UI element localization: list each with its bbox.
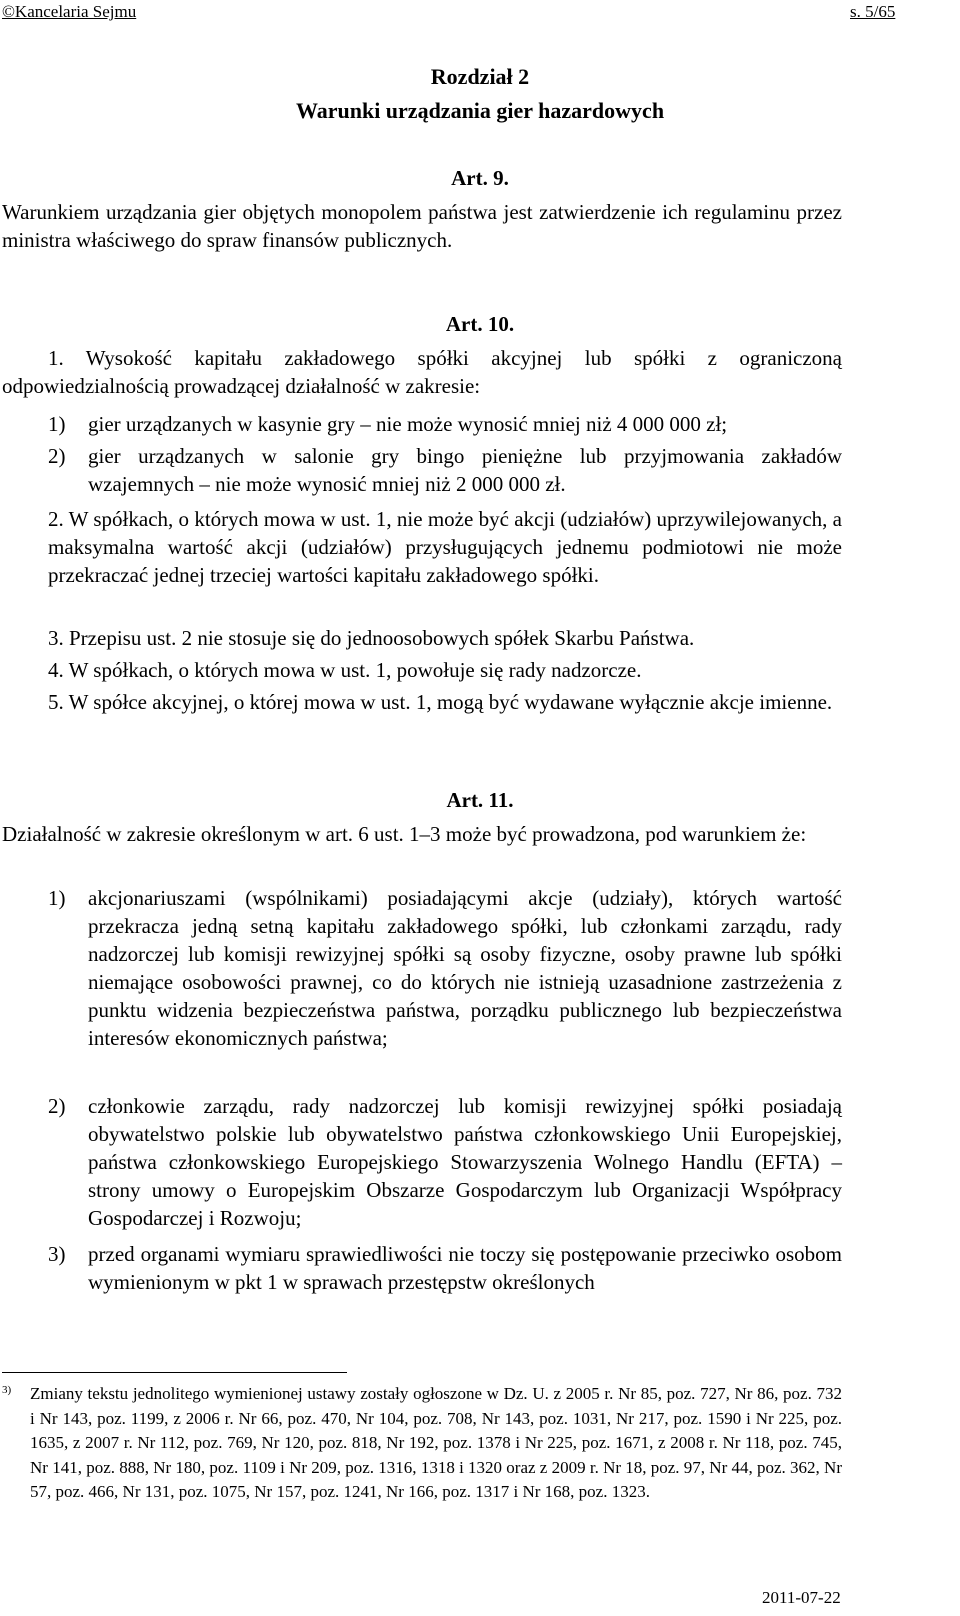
footnote bbox=[2, 1382, 842, 1505]
art11-item-1 bbox=[48, 884, 842, 1052]
page-number-link[interactable]: s. 5/65 bbox=[850, 2, 896, 21]
item-number: 3) bbox=[48, 1242, 66, 1266]
item-number: 2) bbox=[48, 444, 66, 468]
page-number[interactable] bbox=[850, 2, 895, 22]
art10-item-1 bbox=[48, 410, 842, 438]
art10-paragraph-3 bbox=[48, 624, 842, 652]
item-text: akcjonariuszami (wspólnikami) posiadającymi akcje (udziały), których wartość przekracza jedną setną kapitału zakładowego spółki, lub członkami zarządu, rady nadzorczej lub komisji rewizyjnej spółki są osoby fizyczne, osoby prawne lub spółki niemające osobowości prawnej, co do których nie istnieją uzasadnione zastrzeżenia z punktu widzenia bezpieczeństwa państwa, porządku publicznego lub bezpieczeństwa interesów ekonomicznych państwa; bbox=[88, 886, 842, 1050]
footnote-mark: 3) bbox=[2, 1384, 12, 1396]
chapter-title: Warunki urządzania gier hazardowych bbox=[295, 98, 665, 123]
copyright-link[interactable]: ©Kancelaria Sejmu bbox=[2, 2, 137, 21]
item-text: gier urządzanych w kasynie gry – nie może wynosić mniej niż 4 000 000 zł; bbox=[88, 412, 728, 436]
art11-item-2 bbox=[48, 1092, 842, 1232]
paragraph-text: 4. W spółkach, o których mowa w ust. 1, powołuje się rady nadzorcze. bbox=[48, 658, 642, 682]
paragraph-text: 2. W spółkach, o których mowa w ust. 1, nie może być akcji (udziałów) uprzywilejowanych, a maksymalna wartość akcji (udziałów) przysługujących jednemu podmiotowi nie może przekraczać jednej trzeciej wartości kapitału zakładowego spółki. bbox=[48, 507, 842, 587]
footnote-text: Zmiany tekstu jednolitego wymienionej ustawy zostały ogłoszone w Dz. U. z 2005 r. Nr 85, poz. 727, Nr 86, poz. 732 i Nr 143, poz. 1199, z 2006 r. Nr 66, poz. 470, Nr 104, poz. 708, Nr 143, poz. 1031, Nr 217, poz. 1590 i Nr 225, poz. 1635, z 2007 r. Nr 112, poz. 769, Nr 120, poz. 818, Nr 192, poz. 1378 i Nr 225, poz. 1671, z 2008 r. Nr 118, poz. 745, Nr 141, poz. 888, Nr 180, poz. 1109 i Nr 209, poz. 1316, 1318 i 1320 oraz z 2009 r. Nr 18, poz. 97, Nr 44, poz. 362, Nr 57, poz. 466, Nr 131, poz. 1075, Nr 157, poz. 1241, Nr 166, poz. 1317 i Nr 168, poz. 1323. bbox=[30, 1384, 842, 1501]
item-number: 1) bbox=[48, 412, 66, 436]
document-date: 2011-07-22 bbox=[762, 1588, 841, 1607]
art10-item-2 bbox=[48, 442, 842, 498]
item-text: przed organami wymiaru sprawiedliwości nie toczy się postępowanie przeciwko osobom wymienionym w pkt 1 w sprawach przestępstw określonych bbox=[88, 1242, 842, 1294]
item-text: gier urządzanych w salonie gry bingo pieniężne lub przyjmowania zakładów wzajemnych – nie może wynosić mniej niż 2 000 000 zł. bbox=[88, 444, 842, 496]
art9-text: Warunkiem urządzania gier objętych monopolem państwa jest zatwierdzenie ich regulaminu przez ministra właściwego do spraw finansów publicznych. bbox=[2, 200, 842, 252]
art10-paragraph-4 bbox=[48, 656, 842, 684]
item-number: 1) bbox=[48, 886, 66, 910]
chapter-number: Rozdział 2 bbox=[430, 64, 530, 89]
art10-paragraph-5 bbox=[48, 688, 842, 716]
art10-paragraph-2 bbox=[48, 505, 842, 589]
art10-heading: Art. 10. bbox=[445, 312, 515, 336]
paragraph-text: 5. W spółce akcyjnej, o której mowa w ust. 1, mogą być wydawane wyłącznie akcje imienne. bbox=[48, 690, 833, 714]
art11-heading: Art. 11. bbox=[446, 788, 514, 812]
art10-paragraph-1: 1. Wysokość kapitału zakładowego spółki akcyjnej lub spółki z ograniczoną odpowiedzialnością prowadzącej działalność w zakresie: bbox=[2, 346, 842, 398]
footnote-separator bbox=[2, 1372, 347, 1373]
paragraph-text: 3. Przepisu ust. 2 nie stosuje się do jednoosobowych spółek Skarbu Państwa. bbox=[48, 626, 695, 650]
item-text: członkowie zarządu, rady nadzorczej lub komisji rewizyjnej spółki posiadają obywatelstwo polskie lub obywatelstwo państwa członkowskiego Unii Europejskiej, państwa członkowskiego Europejskiego Stowarzyszenia Wolnego Handlu (EFTA) – strony umowy o Europejskim Obszarze Gospodarczym lub Organizacji Współpracy Gospodarczej i Rozwoju; bbox=[88, 1094, 842, 1230]
art9-heading: Art. 9. bbox=[451, 166, 509, 190]
art11-item-3 bbox=[48, 1240, 842, 1296]
item-number: 2) bbox=[48, 1094, 66, 1118]
header-copyright[interactable] bbox=[2, 2, 136, 22]
art11-intro: Działalność w zakresie określonym w art. 6 ust. 1–3 może być prowadzona, pod warunkiem że: bbox=[2, 822, 807, 846]
